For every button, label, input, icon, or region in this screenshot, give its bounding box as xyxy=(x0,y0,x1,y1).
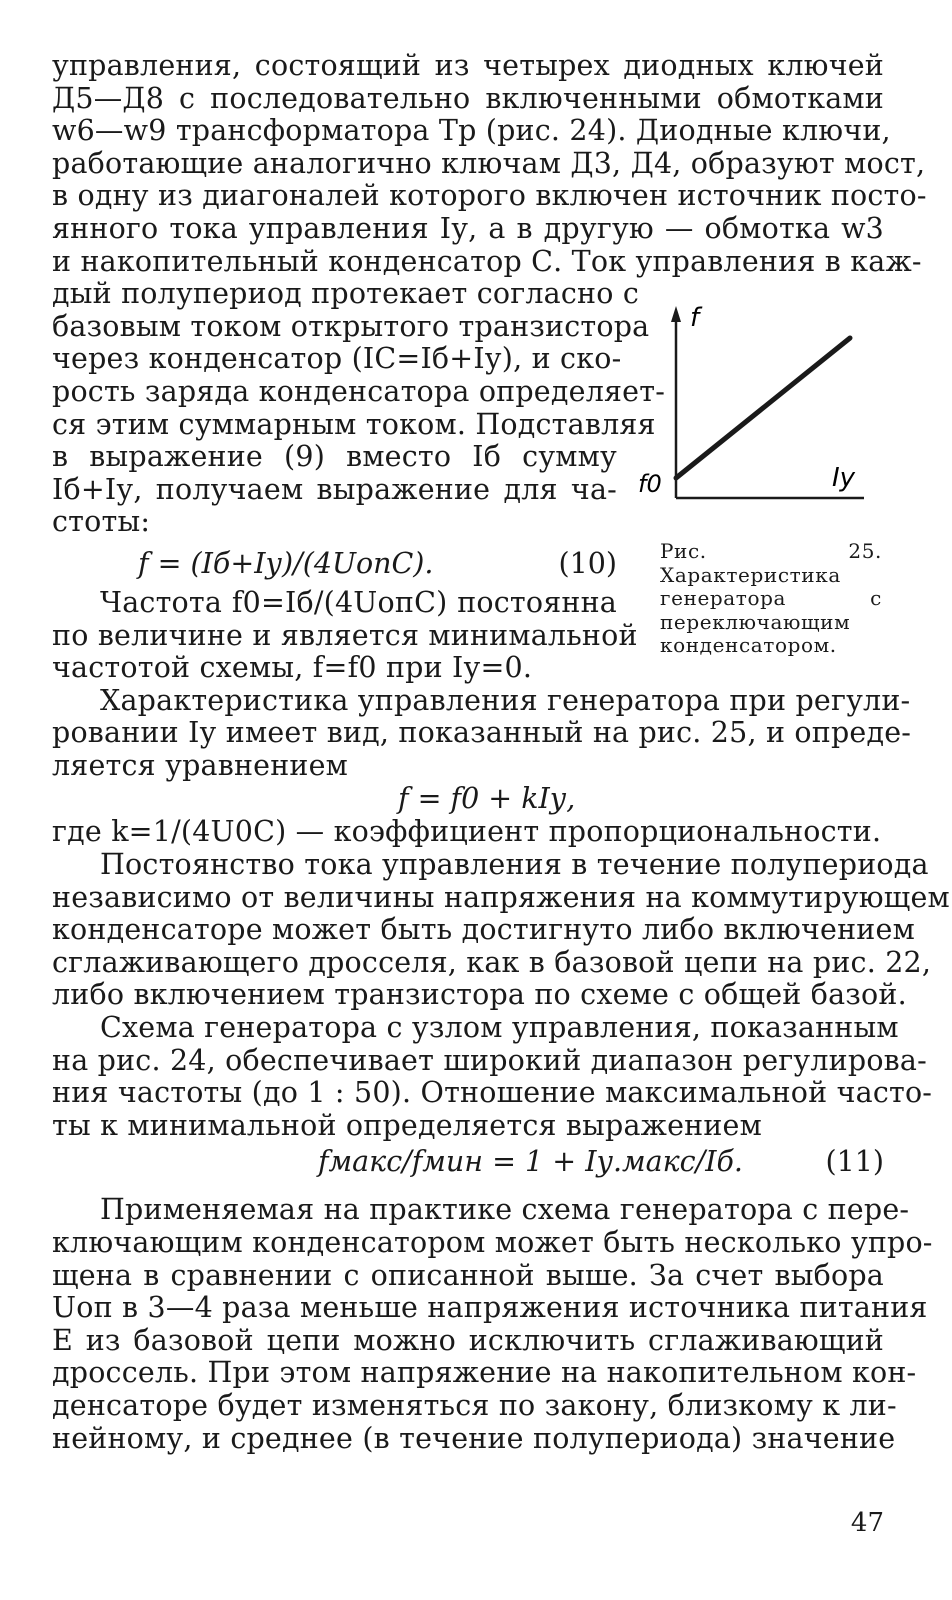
figure-25 xyxy=(632,292,884,692)
paragraph-1 xyxy=(52,49,927,278)
text-line: Характеристика управления генератора при регули- xyxy=(100,683,911,717)
text-line: по величине и является минимальной xyxy=(52,618,638,652)
equation-10-number: (10) xyxy=(558,546,617,580)
equation-10 xyxy=(52,545,617,583)
text-line: денсаторе будет изменяться по закону, близкому к ли- xyxy=(52,1388,897,1422)
characteristic-line xyxy=(676,338,850,478)
y-axis-arrow xyxy=(671,306,681,322)
paragraph-3 xyxy=(52,683,912,849)
characteristic-graph xyxy=(632,292,884,532)
text-line: работающие аналогично ключам Д3, Д4, образуют мост, xyxy=(52,146,926,180)
paragraph-6 xyxy=(52,1193,933,1455)
text-line: E из базовой цепи можно исключить сглаживающий xyxy=(52,1323,884,1357)
text-line: Д5—Д8 с последовательно включенными обмотками xyxy=(52,81,884,115)
text-line: Применяемая на практике схема генератора с пере- xyxy=(100,1193,910,1227)
paragraph-4 xyxy=(52,848,950,1012)
text-line: ния частоты (до 1 : 50). Отношение максимальной часто- xyxy=(52,1076,933,1110)
page-number: 47 xyxy=(850,1508,884,1538)
y-axis-label: f xyxy=(690,303,700,333)
text-line: и накопительный конденсатор С. Ток управления в каж- xyxy=(52,244,922,278)
figure-caption: Рис. 25. Характеристика генератора с переключающим конденсатором. xyxy=(660,539,882,657)
text-line: где k=1/(4U0C) — коэффициент пропорциональности. xyxy=(52,815,882,849)
equation-11-text: fмакс/fмин = 1 + Iу.макс/Iб. xyxy=(318,1145,743,1179)
text-line: конденсаторе может быть достигнуто либо включением xyxy=(52,913,915,947)
text-line: щена в сравнении с описанной выше. За счет выбора xyxy=(52,1258,884,1292)
text-line: в одну из диагоналей которого включен источник посто- xyxy=(52,179,927,213)
text-line: через конденсатор (IC=Iб+Iу), и ско- xyxy=(52,342,622,376)
text-line: сглаживающего дросселя, как в базовой цепи на рис. 22, xyxy=(52,945,932,979)
paragraph-5 xyxy=(52,1011,933,1142)
text-line: Постоянство тока управления в течение полупериода xyxy=(100,848,929,882)
text-line: дроссель. При этом напряжение на накопительном кон- xyxy=(52,1356,917,1390)
text-line: стоты: xyxy=(52,505,151,539)
equation-11 xyxy=(52,1142,884,1182)
equation-10-text: f = (Iб+Iу)/(4UопC). xyxy=(138,546,434,580)
text-line: ты к минимальной определяется выражением xyxy=(52,1108,762,1142)
text-line: нейному, и среднее (в течение полупериода) значение xyxy=(52,1421,896,1455)
text-line: Iб+Iу, получаем выражение для ча- xyxy=(52,472,617,506)
equation-linear xyxy=(52,782,884,816)
equation-linear-text: f = f0 + kIу, xyxy=(398,782,576,816)
text-line: w6—w9 трансформатора Тр (рис. 24). Диодные ключи, xyxy=(52,114,891,148)
x-axis-label: Iу xyxy=(832,463,856,493)
paragraph-2-narrow xyxy=(52,585,638,685)
text-line: на рис. 24, обеспечивает широкий диапазон регулирова- xyxy=(52,1043,927,1077)
text-line: янного тока управления Iу, а в другую — обмотка w3 xyxy=(52,211,884,245)
text-line: частотой схемы, f=f0 при Iу=0. xyxy=(52,651,533,685)
text-line: Схема генератора с узлом управления, показанным xyxy=(100,1011,899,1045)
text-line: Uоп в 3—4 раза меньше напряжения источника питания xyxy=(52,1291,928,1325)
origin-label: f0 xyxy=(638,470,662,498)
equation-11-number: (11) xyxy=(825,1145,884,1179)
text-line: ляется уравнением xyxy=(52,748,349,782)
text-line: базовым током открытого транзистора xyxy=(52,309,650,343)
text-line: ся этим суммарным током. Подставляя xyxy=(52,407,656,441)
text-line: ровании Iу имеет вид, показанный на рис. 25, и опреде- xyxy=(52,716,912,750)
text-line: либо включением транзистора по схеме с общей базой. xyxy=(52,978,907,1012)
text-line: ключающим конденсатором может быть несколько упро- xyxy=(52,1226,933,1259)
text-line: Частота f0=Iб/(4UопC) постоянна xyxy=(100,585,617,619)
text-line: независимо от величины напряжения на коммутирующем xyxy=(52,880,950,914)
page-body xyxy=(52,49,950,1455)
text-line: дый полупериод протекает согласно с xyxy=(52,277,639,311)
text-line: в выражение (9) вместо Iб сумму xyxy=(52,440,617,474)
text-line: рость заряда конденсатора определяет- xyxy=(52,374,666,408)
text-line: управления, состоящий из четырех диодных ключей xyxy=(52,49,884,82)
